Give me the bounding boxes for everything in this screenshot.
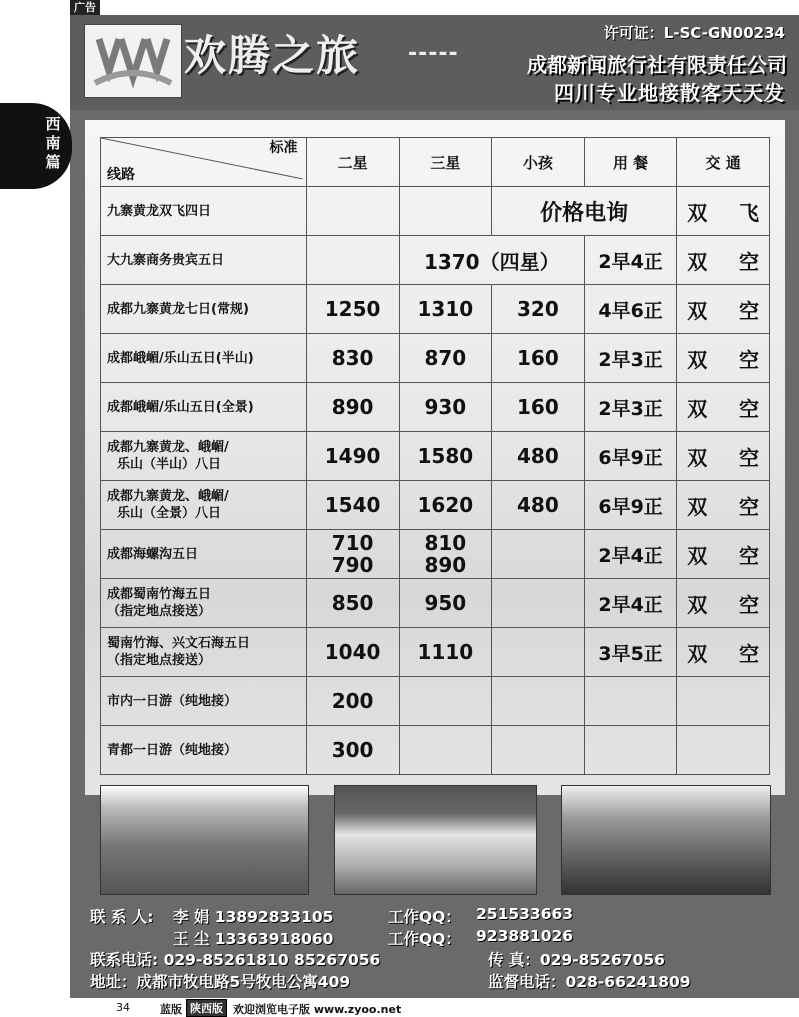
edition: 蓝版 xyxy=(160,1003,182,1016)
traffic: 双 空 xyxy=(677,236,770,285)
meal xyxy=(584,677,676,726)
three-star-price xyxy=(399,726,491,775)
traffic xyxy=(677,726,770,775)
page-number: 34 xyxy=(116,1001,130,1014)
child-price xyxy=(491,677,584,726)
route-name: 成都峨嵋/乐山五日(全景) xyxy=(101,383,307,432)
header-three-star: 三星 xyxy=(399,138,491,187)
traffic: 双 空 xyxy=(677,432,770,481)
fax: 传 真：029-85267056 xyxy=(488,951,665,969)
child-price xyxy=(491,628,584,677)
two-star-price: 1040 xyxy=(306,628,399,677)
child-price: 480 xyxy=(491,432,584,481)
qq-label: 工作QQ： xyxy=(388,908,461,926)
traffic: 双 空 xyxy=(677,481,770,530)
logo-icon xyxy=(85,25,181,97)
header-traffic: 交 通 xyxy=(677,138,770,187)
meal: 2早4正 xyxy=(584,530,676,579)
brand-title: 欢腾之旅 xyxy=(184,31,361,80)
traffic: 双 空 xyxy=(677,285,770,334)
meal: 4早6正 xyxy=(584,285,676,334)
two-star-price xyxy=(306,236,399,285)
child-price xyxy=(491,530,584,579)
two-star-price: 1540 xyxy=(306,481,399,530)
price-inquiry: 价格电询 xyxy=(491,187,676,236)
route-name: 成都九寨黄龙、峨嵋/ 乐山（半山）八日 xyxy=(101,432,307,481)
route-name: 成都海螺沟五日 xyxy=(101,530,307,579)
two-star-price: 710 790 xyxy=(306,530,399,579)
three-star-price xyxy=(399,187,491,236)
meal: 2早3正 xyxy=(584,334,676,383)
meal: 2早3正 xyxy=(584,383,676,432)
three-star-price: 950 xyxy=(399,579,491,628)
footer-link[interactable]: 欢迎浏览电子版 www.zyoo.net xyxy=(233,1003,402,1016)
temple-photo xyxy=(561,785,771,895)
three-star-price: 870 xyxy=(399,334,491,383)
traffic: 双 空 xyxy=(677,383,770,432)
route-name: 青都一日游（纯地接） xyxy=(101,726,307,775)
header xyxy=(70,15,799,110)
slogan: 四川专业地接散客天天发 xyxy=(554,81,785,105)
child-price xyxy=(491,579,584,628)
table-row xyxy=(101,383,770,432)
meal: 2早4正 xyxy=(584,236,676,285)
qq-number-1: 251533663 xyxy=(476,905,574,923)
table-row xyxy=(101,579,770,628)
route-name: 成都九寨黄龙、峨嵋/ 乐山（全景）八日 xyxy=(101,481,307,530)
contact-phone: 联系电话: 029-85261810 85267056 xyxy=(90,951,381,969)
footer xyxy=(0,998,799,1017)
two-star-price: 300 xyxy=(306,726,399,775)
section-tab xyxy=(0,103,72,189)
two-star-price: 200 xyxy=(306,677,399,726)
address: 地址：成都市牧电路5号牧电公寓409 xyxy=(90,973,351,991)
meal xyxy=(584,726,676,775)
company-name: 成都新闻旅行社有限责任公司 xyxy=(527,53,787,77)
three-star-price: 1110 xyxy=(399,628,491,677)
three-star-price: 1310 xyxy=(399,285,491,334)
two-star-price: 1250 xyxy=(306,285,399,334)
two-star-price: 850 xyxy=(306,579,399,628)
price-table xyxy=(100,137,770,775)
route-name: 市内一日游（纯地接） xyxy=(101,677,307,726)
three-star-price: 810 890 xyxy=(399,530,491,579)
meal: 3早5正 xyxy=(584,628,676,677)
waterfall-rock-photo xyxy=(100,785,309,895)
qq-number-2: 923881026 xyxy=(476,927,574,945)
license-number: 许可证：L-SC-GN00234 xyxy=(603,24,785,42)
route-name: 九寨黄龙双飞四日 xyxy=(101,187,307,236)
route-name: 大九寨商务贵宾五日 xyxy=(101,236,307,285)
two-star-price: 890 xyxy=(306,383,399,432)
two-star-price: 830 xyxy=(306,334,399,383)
child-price: 320 xyxy=(491,285,584,334)
header-standard: 标准 xyxy=(269,140,298,156)
three-star-price: 1580 xyxy=(399,432,491,481)
header-meal: 用 餐 xyxy=(584,138,676,187)
supervise-phone: 监督电话：028-66241809 xyxy=(488,973,691,991)
contact-person-1: 李 娟 13892833105 xyxy=(173,908,334,926)
route-name: 成都峨嵋/乐山五日(半山) xyxy=(101,334,307,383)
contact-person-2: 王 尘 13363918060 xyxy=(173,930,334,948)
header-route-standard xyxy=(101,138,307,187)
child-price: 160 xyxy=(491,334,584,383)
meal: 6早9正 xyxy=(584,481,676,530)
table-row xyxy=(101,334,770,383)
ad-tag: 广告 xyxy=(70,0,100,15)
section-tab-label: 西 南 篇 xyxy=(45,115,61,171)
edition-box: 陕西版 xyxy=(186,999,227,1017)
meal: 2早4正 xyxy=(584,579,676,628)
traffic: 双 空 xyxy=(677,334,770,383)
two-star-price: 1490 xyxy=(306,432,399,481)
three-star-price xyxy=(399,677,491,726)
child-price: 480 xyxy=(491,481,584,530)
table-header-row xyxy=(101,138,770,187)
header-two-star: 二星 xyxy=(306,138,399,187)
header-route: 线路 xyxy=(107,167,135,183)
meal: 6早9正 xyxy=(584,432,676,481)
table-row xyxy=(101,726,770,775)
child-price xyxy=(491,726,584,775)
three-star-price: 930 xyxy=(399,383,491,432)
child-price: 160 xyxy=(491,383,584,432)
brand-logo xyxy=(84,24,182,98)
table-row xyxy=(101,628,770,677)
traffic: 双 空 xyxy=(677,530,770,579)
route-name: 成都九寨黄龙七日(常规) xyxy=(101,285,307,334)
merged-price: 1370（四星） xyxy=(399,236,584,285)
qq-label-2: 工作QQ： xyxy=(388,930,461,948)
three-star-price: 1620 xyxy=(399,481,491,530)
traffic: 双 飞 xyxy=(677,187,770,236)
route-name: 蜀南竹海、兴文石海五日 （指定地点接送） xyxy=(101,628,307,677)
traffic: 双 空 xyxy=(677,579,770,628)
table-row xyxy=(101,530,770,579)
table-row xyxy=(101,236,770,285)
brand-dashes: ----- xyxy=(408,41,459,66)
route-name: 成都蜀南竹海五日 （指定地点接送） xyxy=(101,579,307,628)
table-row xyxy=(101,677,770,726)
traffic: 双 空 xyxy=(677,628,770,677)
header-child: 小孩 xyxy=(491,138,584,187)
two-star-price xyxy=(306,187,399,236)
table-row xyxy=(101,285,770,334)
waterfall-photo xyxy=(334,785,537,895)
traffic xyxy=(677,677,770,726)
table-row xyxy=(101,432,770,481)
table-row xyxy=(101,481,770,530)
contact-person-label: 联 系 人: xyxy=(90,908,154,926)
table-row xyxy=(101,187,770,236)
